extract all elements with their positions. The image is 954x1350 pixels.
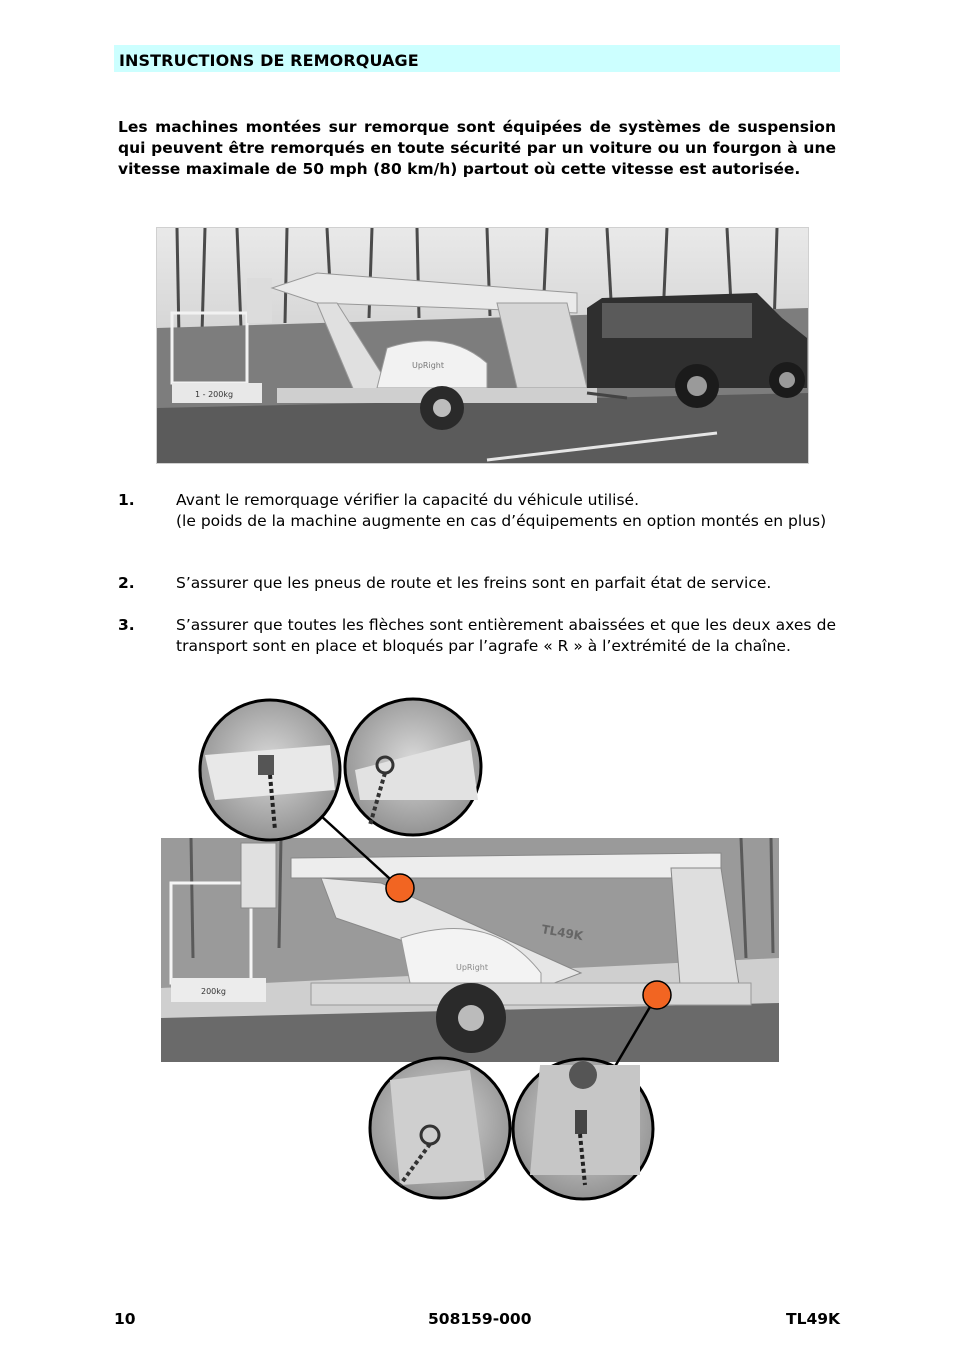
brand-label: UpRight	[412, 361, 444, 370]
detail-circle-bottom-left	[370, 1058, 510, 1198]
step-text: S’assurer que toutes les flèches sont entièrement abaissées et que les deux axes de transport sont en place et bloqués par l’agrafe « R » à l’extrémité de la chaîne.	[176, 616, 836, 655]
section-title: INSTRUCTIONS DE REMORQUAGE	[114, 45, 840, 72]
step-text: Avant le remorquage vérifier la capacité du véhicule utilisé.	[176, 491, 640, 509]
marker-top	[386, 874, 414, 902]
step-number: 1.	[118, 491, 135, 509]
detail-circle-bottom-right	[513, 1059, 653, 1199]
intro-paragraph: Les machines montées sur remorque sont équipées de systèmes de suspension qui peuvent être remorqués en toute sécurité par un voiture ou un fourgon à une vitesse maximale de 50 mph (80 km/h) partout où cette vitesse est autorisée.	[118, 118, 836, 178]
brand-label: UpRight	[456, 963, 488, 972]
detail-circle-top-right	[345, 699, 481, 835]
cage-label: 200kg	[201, 987, 226, 996]
model-label: TL49K	[540, 922, 585, 944]
step-text: S’assurer que les pneus de route et les freins sont en parfait état de service.	[176, 574, 772, 592]
detail-circle-top-left	[200, 700, 340, 840]
step-number: 2.	[118, 574, 135, 592]
marker-bottom	[643, 981, 671, 1009]
step-number: 3.	[118, 616, 135, 634]
cage-label: 1 - 200kg	[195, 390, 234, 399]
page-number: 10	[114, 1310, 136, 1328]
document-number: 508159-000	[428, 1310, 532, 1328]
step-note: (le poids de la machine augmente en cas d’équipements en option montés en plus)	[176, 512, 827, 530]
model-name: TL49K	[786, 1310, 841, 1328]
